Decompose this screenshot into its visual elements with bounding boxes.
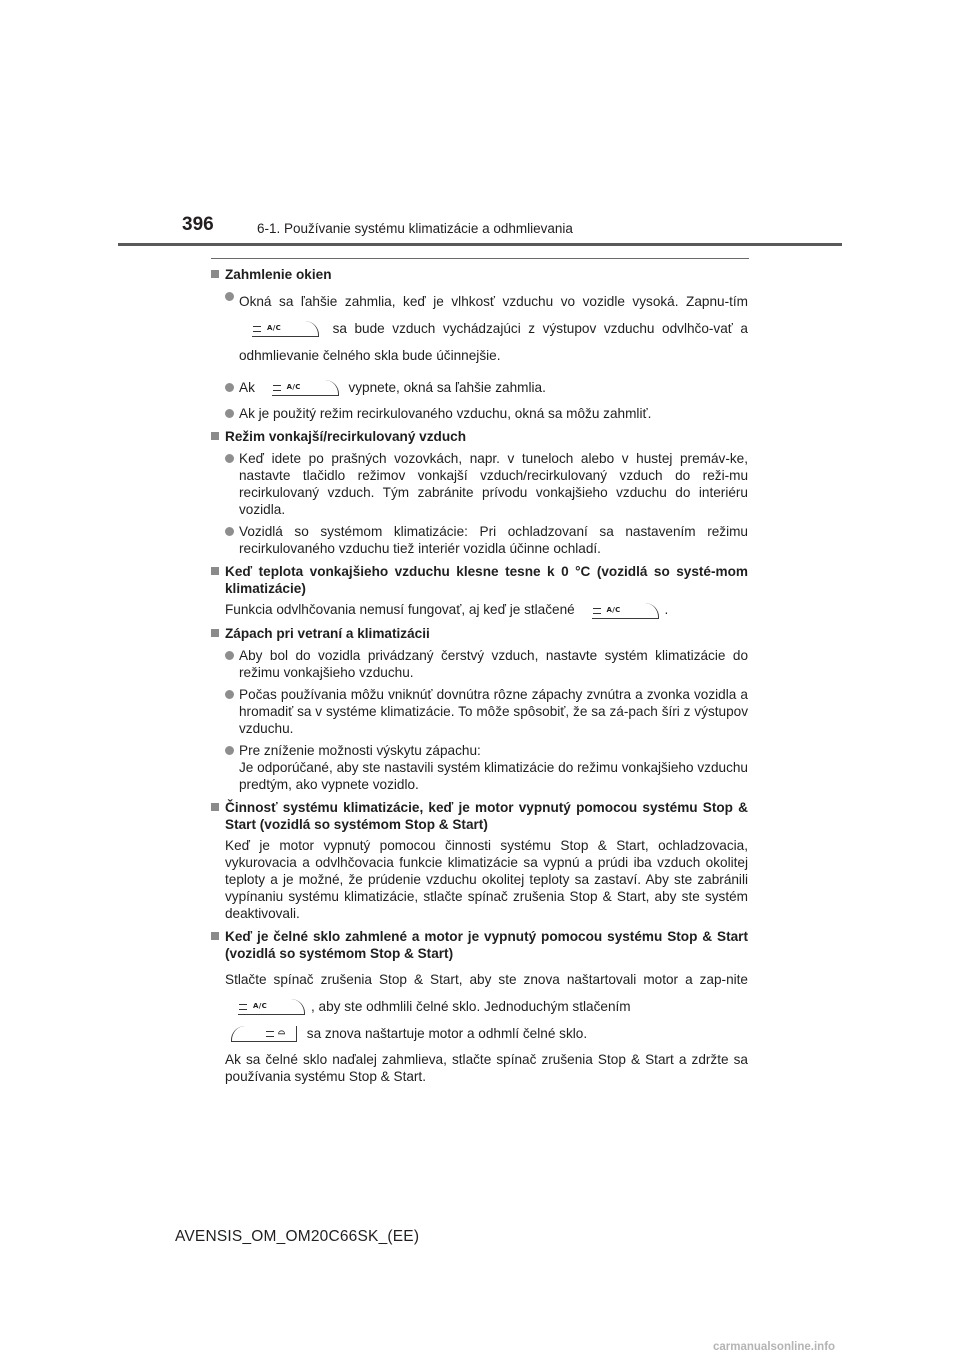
section-heading: Činnosť systému klimatizácie, keď je motor vypnutý pomocou systému Stop & Start (vozidlá so systémom Stop & Start) bbox=[211, 799, 748, 833]
ac-button-icon: A/C bbox=[585, 603, 659, 619]
round-bullet-icon bbox=[225, 409, 234, 418]
bullet-item: Okná sa ľahšie zahmlia, keď je vlhkosť vzduchu vo vozidle vysoká. Zapnu-tím A/C sa bude vzduch vychádzajúci z výstupov vzduchu odvlhčo-vať a odhmlievanie čelného skla bude účinnejšie. bbox=[211, 288, 748, 369]
square-bullet-icon bbox=[211, 803, 219, 811]
round-bullet-icon bbox=[225, 292, 234, 301]
paragraph: Funkcia odvlhčovania nemusí fungovať, aj keď je stlačené A/C . bbox=[225, 602, 669, 618]
bullet-item: Ak A/C vypnete, okná sa ľahšie zahmlia. bbox=[211, 379, 748, 396]
windshield-defroster-icon: ⌓ bbox=[231, 1026, 297, 1042]
round-bullet-icon bbox=[225, 746, 234, 755]
section-heading: Režim vonkajší/recirkulovaný vzduch bbox=[211, 428, 748, 445]
square-bullet-icon bbox=[211, 270, 219, 278]
page-number: 396 bbox=[182, 214, 214, 235]
square-bullet-icon bbox=[211, 567, 219, 575]
section-title: 6-1. Používanie systému klimatizácie a odhmlievania bbox=[257, 221, 573, 236]
square-bullet-icon bbox=[211, 932, 219, 940]
round-bullet-icon bbox=[225, 690, 234, 699]
bullet-item: Aby bol do vozidla privádzaný čerstvý vzduch, nastavte systém klimatizácie do režimu vonkajšieho vzduchu. bbox=[211, 647, 748, 681]
content-top-rule bbox=[211, 258, 749, 259]
round-bullet-icon bbox=[225, 527, 234, 536]
bullet-item: Pre zníženie možnosti výskytu zápachu: Je odporúčané, aby ste nastavili systém klimatizácie do režimu vonkajšieho vzduchu predtým, ako vypnete vozidlo. bbox=[211, 742, 748, 793]
ac-button-icon: A/C bbox=[231, 999, 305, 1015]
section-heading: Zahmlenie okien bbox=[211, 266, 748, 283]
round-bullet-icon bbox=[225, 454, 234, 463]
square-bullet-icon bbox=[211, 432, 219, 440]
paragraph: Ak sa čelné sklo naďalej zahmlieva, stlačte spínač zrušenia Stop & Start a zdržte sa používania systému Stop & Start. bbox=[225, 1051, 748, 1084]
page-content bbox=[211, 265, 748, 1085]
bullet-item: Keď idete po prašných vozovkách, napr. v tuneloch alebo v hustej premáv-ke, nastavte tlačidlo režimov vonkajší vzduch/recirkulovaný vzduch do reži-mu recirkulovaný vzduch. Tým zabránite prívodu vonkajšieho vzduchu do interiéru vozidla. bbox=[211, 450, 748, 518]
square-bullet-icon bbox=[211, 629, 219, 637]
bullet-item: Ak je použitý režim recirkulovaného vzduchu, okná sa môžu zahmliť. bbox=[211, 405, 748, 422]
header-rule bbox=[118, 243, 842, 246]
ac-button-icon: A/C bbox=[245, 321, 319, 337]
round-bullet-icon bbox=[225, 383, 234, 392]
watermark: carmanualsonline.info bbox=[713, 1341, 836, 1353]
bullet-item: Počas používania môžu vniknúť dovnútra rôzne zápachy zvnútra a zvonka vozidla a hromadiť sa v systéme klimatizácie. To môže spôsobiť, že sa zá-pach šíri z výstupov vzduchu. bbox=[211, 686, 748, 737]
ac-button-icon: A/C bbox=[265, 380, 339, 396]
section-heading: Keď je čelné sklo zahmlené a motor je vypnutý pomocou systému Stop & Start (vozidlá so systémom Stop & Start) bbox=[211, 928, 748, 962]
round-bullet-icon bbox=[225, 651, 234, 660]
paragraph: Keď je motor vypnutý pomocou činnosti systému Stop & Start, ochladzovacia, vykurovacia a odvlhčovacia funkcie klimatizácie sa vypnú a prúdi iba vzduch okolitej teploty a je možné, že prúdenie vzduchu okolitej teploty sa zastaví. Aby ste zabránili vypínaniu systému klimatizácie, stlačte spínač zrušenia Stop & Start, aby ste systém deaktivovali. bbox=[225, 837, 748, 921]
bullet-item: Vozidlá so systémom klimatizácie: Pri ochladzovaní sa nastavením režimu recirkulovaného vzduchu tiež interiér vozidla účinne ochladí. bbox=[211, 523, 748, 557]
section-heading: Keď teplota vonkajšieho vzduchu klesne tesne k 0 °C (vozidlá so systé-mom klimatizácie) bbox=[211, 563, 748, 597]
section-heading: Zápach pri vetraní a klimatizácii bbox=[211, 625, 748, 642]
footer-doc-code: AVENSIS_OM_OM20C66SK_(EE) bbox=[175, 1228, 420, 1245]
paragraph: Stlačte spínač zrušenia Stop & Start, aby ste znova naštartovali motor a zap-nite A/C , aby ste odhmlili čelné sklo. Jednoduchým stlačením ⌓ sa znova naštartuje motor a odhmlí čelné sklo. bbox=[225, 971, 748, 1041]
